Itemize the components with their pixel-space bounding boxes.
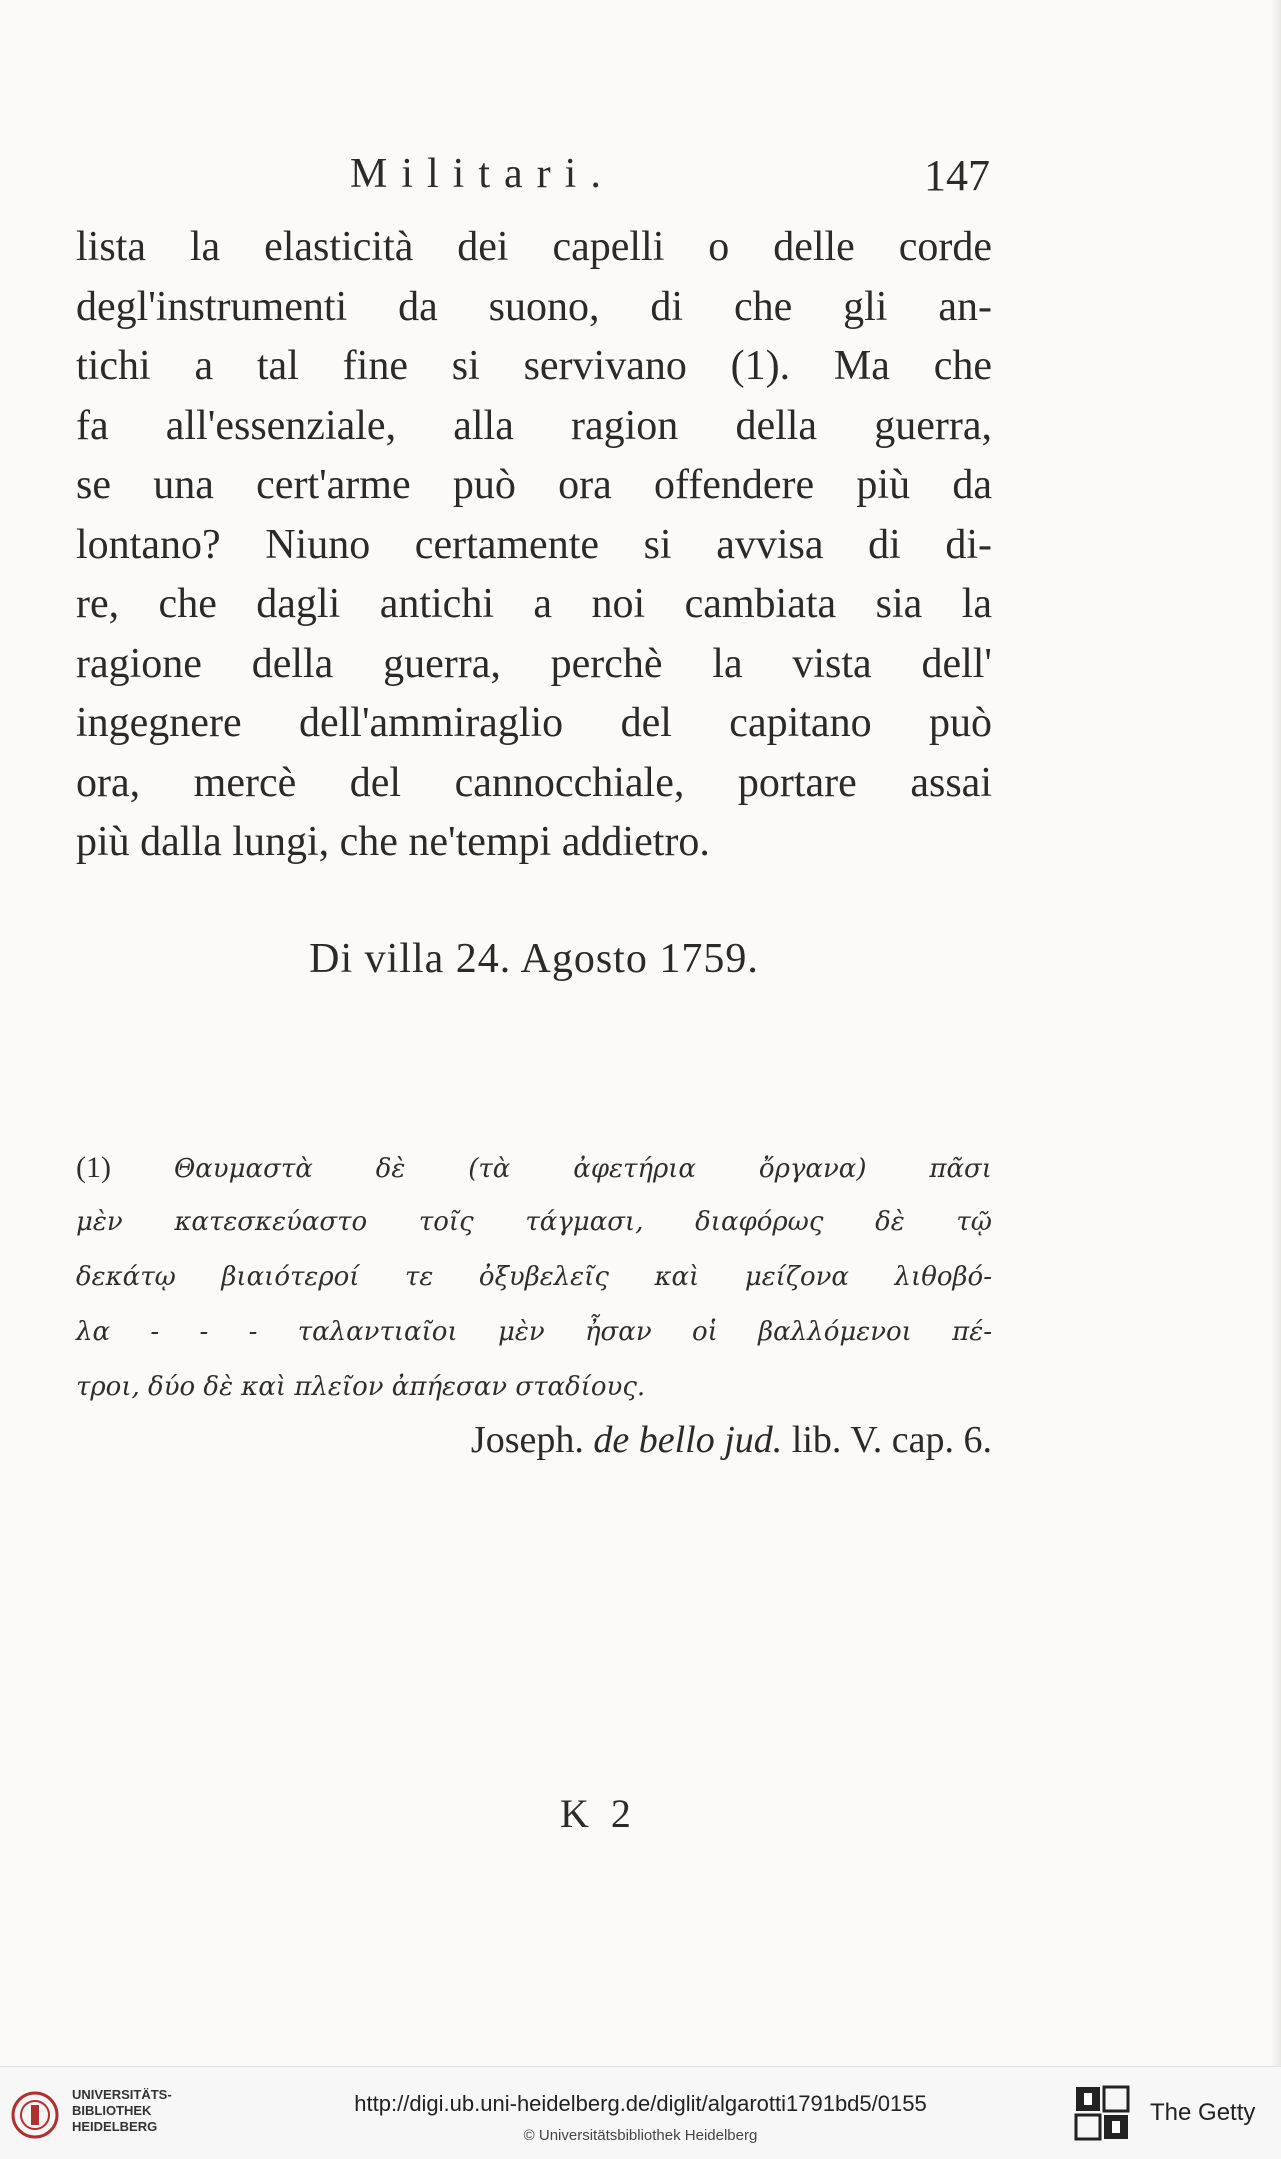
footnote-line-text: Θαυμαστὰ δὲ (τὰ ἀφετήρια ὄργανα) πᾶσι	[173, 1154, 993, 1184]
copyright-notice: © Universitätsbibliothek Heidelberg	[523, 2127, 758, 2144]
partner-name: The Getty	[1150, 2099, 1256, 2126]
body-line: ragione della guerra, perchè la vista dell'	[76, 640, 992, 687]
footnote-line: μὲν κατεσκεύαστο τοῖς τάγμασι, διαφόρως δὲ τῷ	[76, 1207, 992, 1237]
body-line: ora, mercè del cannocchiale, portare assai	[76, 759, 992, 806]
library-name-line: HEIDELBERG	[72, 2119, 158, 2134]
footnote	[76, 1140, 992, 1415]
getty-logo-icon	[1074, 2085, 1130, 2141]
body-line: se una cert'arme può ora offendere più da	[76, 462, 992, 508]
body-line: ingegnere dell'ammiraglio del capitano può	[76, 700, 992, 746]
running-head-title: Militari.	[350, 151, 615, 197]
body-line: fa all'essenziale, alla ragion della guerra,	[76, 402, 992, 449]
body-line: degl'instrumenti da suono, di che gli an-	[76, 283, 992, 330]
body-line: re, che dagli antichi a noi cambiata sia la	[76, 581, 992, 627]
signature-mark: K 2	[560, 1791, 637, 1836]
page-number: 147	[924, 151, 990, 200]
citation-work: de bello jud.	[593, 1419, 783, 1461]
library-name-line: UNIVERSITÄTS-	[72, 2087, 172, 2102]
dateline: Di villa 24. Agosto 1759.	[309, 936, 759, 982]
body-line: tichi a tal fine si servivano (1). Ma che	[76, 343, 992, 389]
footnote-line: τροι, δύο δὲ καὶ πλεῖον ἀπήεσαν σταδίους.	[76, 1372, 646, 1402]
footnote-line: λα - - - ταλαντιαῖοι μὲν ἦσαν οἱ βαλλόμενοι πέ-	[76, 1317, 992, 1347]
footnote-line	[76, 1140, 992, 1195]
running-head	[80, 150, 990, 210]
body-line: lontano? Niuno certamente si avvisa di di-	[76, 521, 992, 568]
library-name-line: BIBLIOTHEK	[72, 2103, 152, 2118]
body-line: lista la elasticità dei capelli o delle corde	[76, 224, 992, 270]
body-text	[76, 218, 992, 873]
footnote-citation	[76, 1418, 992, 1462]
footnote-marker: (1)	[76, 1151, 111, 1184]
permalink-url[interactable]: http://digi.ub.uni-heidelberg.de/diglit/algarotti1791bd5/0155	[354, 2091, 927, 2116]
citation-author: Joseph.	[470, 1419, 584, 1461]
viewer-footer	[0, 2066, 1281, 2159]
page-edge-shadow	[1271, 0, 1281, 2066]
footnote-line: δεκάτῳ βιαιότεροί τε ὀξυβελεῖς καὶ μείζονα λιθοβό-	[76, 1262, 992, 1292]
body-line: più dalla lungi, che ne'tempi addietro.	[76, 819, 710, 865]
citation-reference: lib. V. cap. 6.	[791, 1419, 992, 1461]
